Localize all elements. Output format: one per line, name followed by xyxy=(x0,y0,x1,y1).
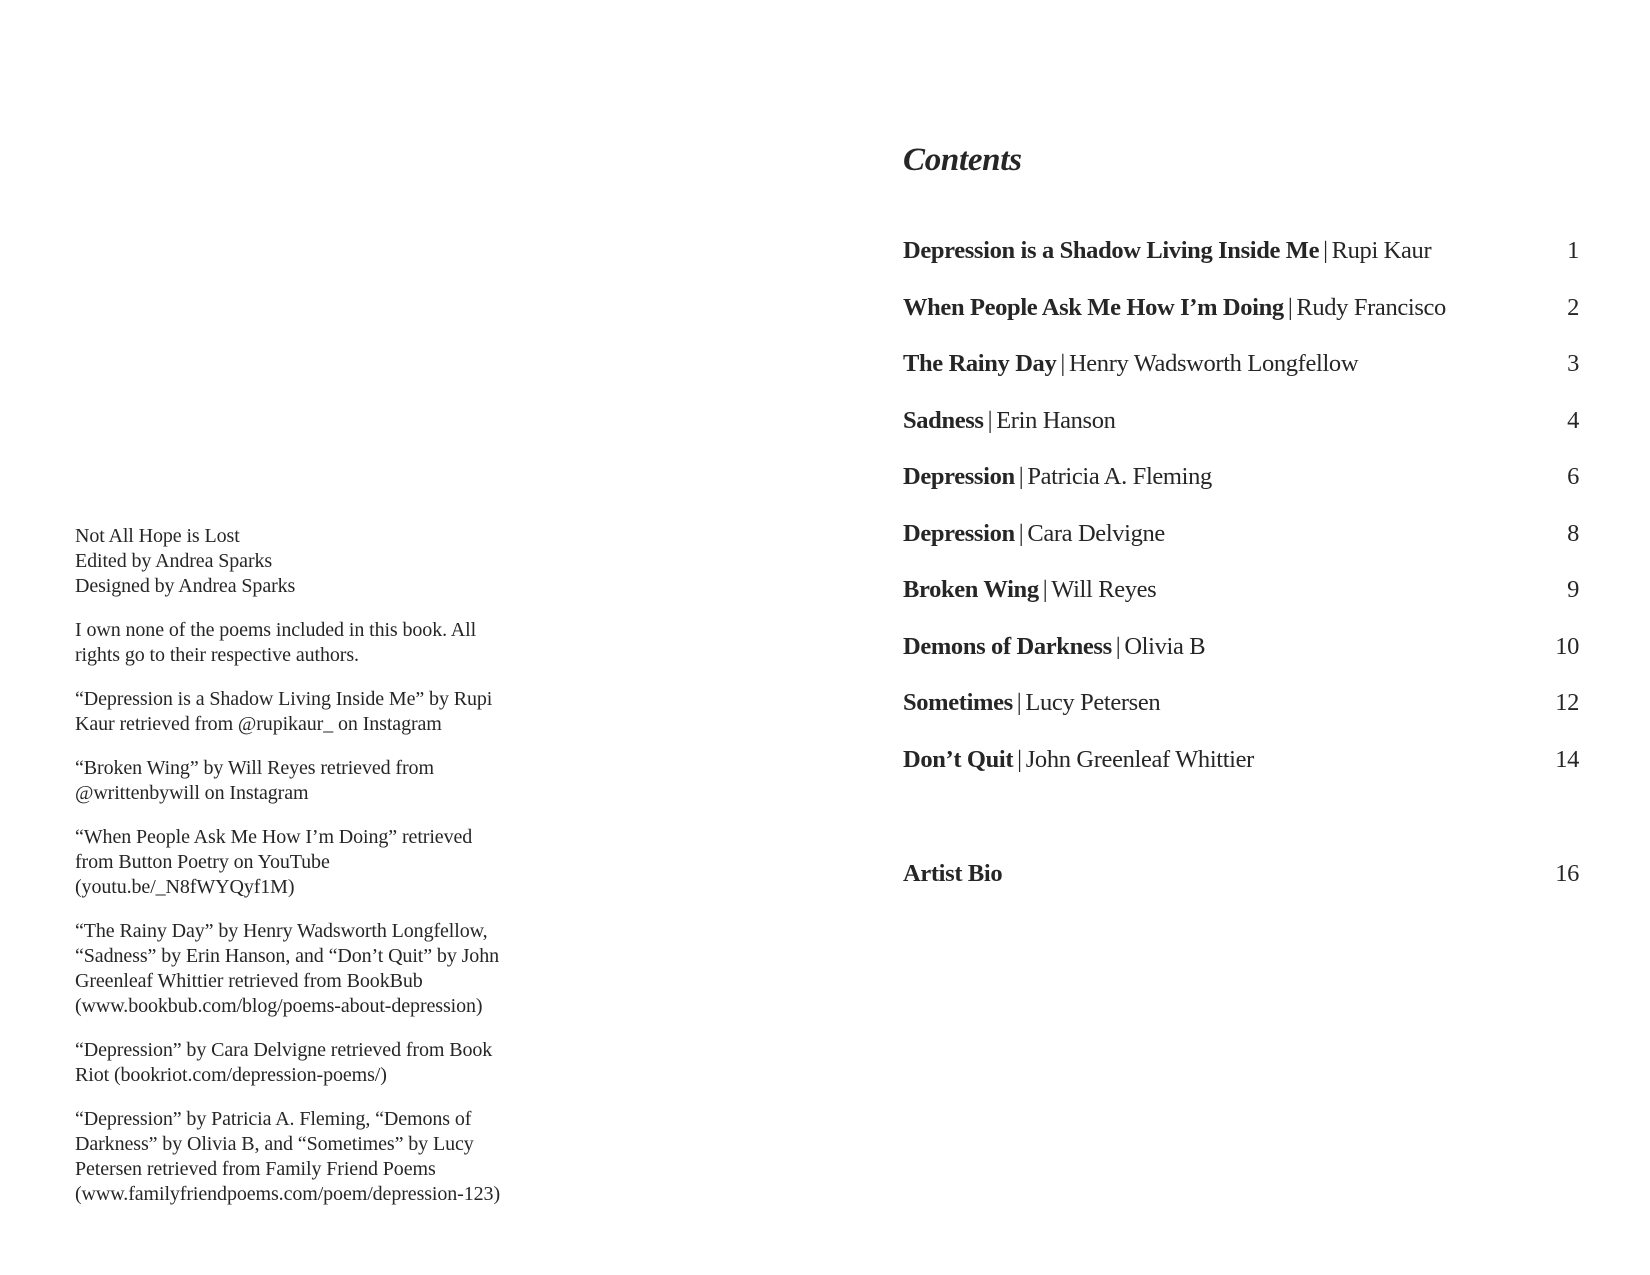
poem-title: Depression xyxy=(903,519,1015,547)
toc-entry xyxy=(903,745,1579,802)
poem-title: Sometimes xyxy=(903,689,1013,716)
page-number: 6 xyxy=(1567,463,1579,490)
table-of-contents xyxy=(903,236,1579,801)
separator: | xyxy=(1042,576,1048,603)
credit-line: “Depression is a Shadow Living Inside Me” by Rupi xyxy=(75,688,493,710)
credit-line: I own none of the poems included in this book. All xyxy=(75,619,477,641)
poem-author: Cara Delvigne xyxy=(1027,519,1165,547)
poem-author: Rudy Francisco xyxy=(1296,293,1446,321)
poem-author: Rupi Kaur xyxy=(1331,237,1432,264)
page-number: 14 xyxy=(1555,745,1579,773)
book-title-line: Not All Hope is Lost xyxy=(75,525,240,547)
credit-line: “The Rainy Day” by Henry Wadsworth Longfellow, xyxy=(75,920,488,942)
poem-title: Broken Wing xyxy=(903,576,1039,603)
credit-line: (youtu.be/_N8fWYQyf1M) xyxy=(75,876,295,898)
poem-author: Patricia A. Fleming xyxy=(1027,463,1212,490)
separator: | xyxy=(1016,689,1022,716)
separator: | xyxy=(1323,237,1328,264)
credit-line: Greenleaf Whittier retrieved from BookBub xyxy=(75,970,423,992)
credits-block-family-friend-poems xyxy=(75,1107,545,1207)
credit-line: rights go to their respective authors. xyxy=(75,644,359,666)
credit-line: Riot (bookriot.com/depression-poems/) xyxy=(75,1064,387,1086)
poem-author: Henry Wadsworth Longfellow xyxy=(1068,350,1359,377)
poem-author: John Greenleaf Whittier xyxy=(1025,745,1254,773)
section-title: Artist Bio xyxy=(903,860,1003,887)
designer-line: Designed by Andrea Sparks xyxy=(75,575,296,597)
poem-title: Depression is a Shadow Living Inside Me xyxy=(903,237,1320,264)
poem-title: Demons of Darkness xyxy=(903,632,1112,660)
page-number: 1 xyxy=(1567,237,1579,264)
toc-entry xyxy=(903,293,1579,350)
page-number: 9 xyxy=(1567,576,1579,603)
toc-entry xyxy=(903,349,1579,406)
credits-block-book-info xyxy=(75,524,545,599)
toc-entry xyxy=(903,406,1579,463)
poem-title: The Rainy Day xyxy=(903,350,1057,377)
toc-entry xyxy=(903,632,1579,689)
credits-block-rupi-kaur xyxy=(75,687,545,737)
separator: | xyxy=(1017,745,1022,773)
contents-heading: Contents xyxy=(903,142,1022,178)
separator: | xyxy=(1018,463,1024,490)
credit-line: @writtenbywill on Instagram xyxy=(75,782,309,804)
poem-author: Will Reyes xyxy=(1051,576,1157,603)
credit-line: “When People Ask Me How I’m Doing” retrieved xyxy=(75,826,473,848)
page-number: 8 xyxy=(1567,519,1579,547)
page-number: 2 xyxy=(1567,293,1579,321)
page-number: 12 xyxy=(1555,689,1579,716)
credits-block-bookbub xyxy=(75,919,545,1019)
poem-title: Sadness xyxy=(903,406,984,434)
toc-entry-artist-bio xyxy=(903,859,1579,891)
credit-line: from Button Poetry on YouTube xyxy=(75,851,330,873)
credit-line: Petersen retrieved from Family Friend Poems xyxy=(75,1158,436,1180)
toc-entry xyxy=(903,462,1579,519)
poem-author: Erin Hanson xyxy=(996,406,1116,434)
page-number: 10 xyxy=(1555,632,1579,660)
separator: | xyxy=(1018,519,1024,547)
separator: | xyxy=(987,406,993,434)
page-number: 16 xyxy=(1555,860,1579,887)
poem-author: Olivia B xyxy=(1124,632,1206,660)
toc-entry xyxy=(903,236,1579,293)
credits-block-book-riot xyxy=(75,1038,545,1088)
credits-block-disclaimer xyxy=(75,618,545,668)
credit-line: “Sadness” by Erin Hanson, and “Don’t Quit” by John xyxy=(75,945,500,967)
separator: | xyxy=(1115,632,1121,660)
credit-line: Kaur retrieved from @rupikaur_ on Instagram xyxy=(75,713,442,735)
right-page-contents xyxy=(825,0,1650,1275)
page-number: 3 xyxy=(1567,350,1579,377)
toc-entry xyxy=(903,575,1579,632)
poem-title: Depression xyxy=(903,463,1015,490)
credit-line: “Depression” by Patricia A. Fleming, “Demons of xyxy=(75,1108,472,1130)
page-number: 4 xyxy=(1567,406,1579,434)
editor-line: Edited by Andrea Sparks xyxy=(75,550,273,572)
credit-line: Darkness” by Olivia B, and “Sometimes” by Lucy xyxy=(75,1133,474,1155)
credits-block-will-reyes xyxy=(75,756,545,806)
toc-entry xyxy=(903,519,1579,576)
credit-line: (www.bookbub.com/blog/poems-about-depression) xyxy=(75,995,483,1017)
credits-block-button-poetry xyxy=(75,825,545,900)
separator: | xyxy=(1060,350,1065,377)
credits-text xyxy=(75,524,545,1226)
credit-line: (www.familyfriendpoems.com/poem/depression-123) xyxy=(75,1183,501,1205)
poem-author: Lucy Petersen xyxy=(1025,689,1161,716)
poem-title: Don’t Quit xyxy=(903,745,1014,773)
credit-line: “Broken Wing” by Will Reyes retrieved from xyxy=(75,757,434,779)
credit-line: “Depression” by Cara Delvigne retrieved from Book xyxy=(75,1039,493,1061)
separator: | xyxy=(1287,293,1293,321)
poem-title: When People Ask Me How I’m Doing xyxy=(903,293,1284,321)
toc-entry xyxy=(903,688,1579,745)
